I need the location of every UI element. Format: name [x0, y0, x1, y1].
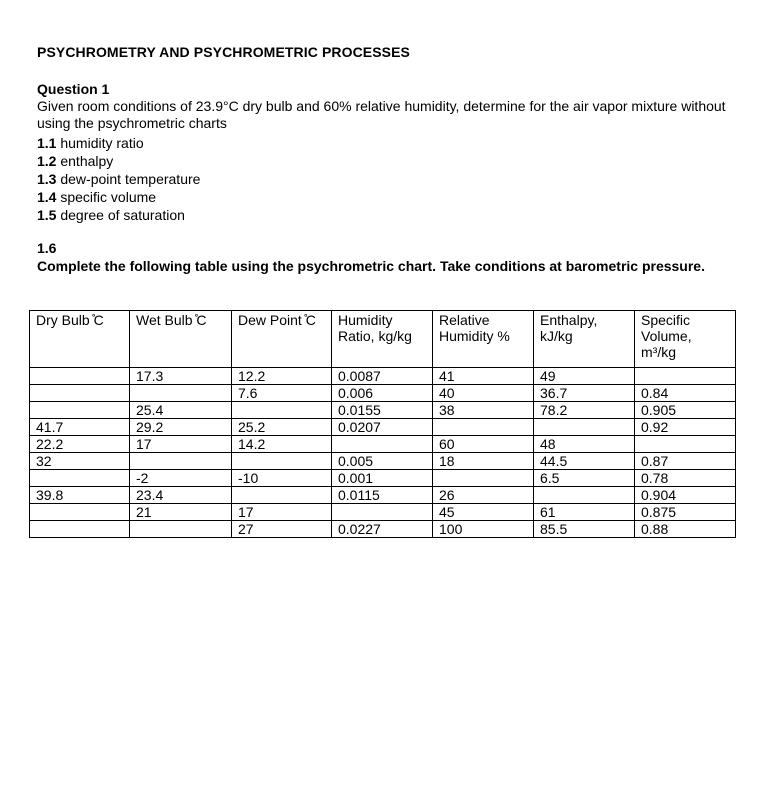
table-cell: 0.905: [635, 402, 736, 419]
table-cell: [130, 385, 232, 402]
question-text: Given room conditions of 23.9°C dry bulb and 60% relative humidity, determine for the air vapor mixture without using the psychrometric charts: [37, 98, 726, 131]
table-cell: 0.005: [332, 453, 433, 470]
table-cell: 0.0155: [332, 402, 433, 419]
table-cell: [30, 385, 130, 402]
table-cell: 26: [433, 487, 534, 504]
table-cell: [635, 368, 736, 385]
table-cell: [433, 470, 534, 487]
table-cell: 36.7: [534, 385, 635, 402]
column-header: [232, 311, 332, 368]
table-cell: [130, 453, 232, 470]
table-cell: [635, 436, 736, 453]
table-cell: 40: [433, 385, 534, 402]
item-number: 1.2: [37, 153, 57, 169]
table-cell: 39.8: [30, 487, 130, 504]
table-row: [30, 487, 736, 504]
table-cell: [534, 419, 635, 436]
table-cell: 25.2: [232, 419, 332, 436]
table-cell: 44.5: [534, 453, 635, 470]
table-cell: 38: [433, 402, 534, 419]
table-cell: [232, 453, 332, 470]
table-cell: 25.4: [130, 402, 232, 419]
table-cell: 21: [130, 504, 232, 521]
table-cell: 0.0115: [332, 487, 433, 504]
question-item: [37, 188, 200, 206]
table-cell: [332, 436, 433, 453]
column-header-line: Enthalpy,: [540, 312, 598, 328]
table-cell: 0.001: [332, 470, 433, 487]
column-header-line: kJ/kg: [540, 328, 573, 344]
table-cell: 49: [534, 368, 635, 385]
table-cell: 17.3: [130, 368, 232, 385]
table-cell: 17: [130, 436, 232, 453]
column-header-line: Volume,: [641, 328, 692, 344]
table-cell: 22.2: [30, 436, 130, 453]
table-cell: 0.88: [635, 521, 736, 538]
table-cell: [30, 504, 130, 521]
table-row: [30, 419, 736, 436]
question-item: [37, 206, 200, 224]
table-cell: 0.904: [635, 487, 736, 504]
table-cell: 32: [30, 453, 130, 470]
table-cell: 14.2: [232, 436, 332, 453]
question-item: [37, 134, 200, 152]
table-row: [30, 368, 736, 385]
table-cell: 17: [232, 504, 332, 521]
table-cell: [30, 470, 130, 487]
table-cell: [433, 419, 534, 436]
table-cell: 85.5: [534, 521, 635, 538]
question-item: [37, 152, 200, 170]
column-header: [433, 311, 534, 368]
table-cell: [30, 368, 130, 385]
column-header-line: Dry Bulb ̊C: [36, 312, 104, 328]
table-row: [30, 453, 736, 470]
table-cell: 7.6: [232, 385, 332, 402]
table-cell: 100: [433, 521, 534, 538]
table-cell: [534, 487, 635, 504]
table-row: [30, 436, 736, 453]
table-cell: 0.006: [332, 385, 433, 402]
table-cell: 41: [433, 368, 534, 385]
table-cell: 60: [433, 436, 534, 453]
column-header: [332, 311, 433, 368]
column-header: [635, 311, 736, 368]
table-cell: 41.7: [30, 419, 130, 436]
table-cell: [232, 487, 332, 504]
table-cell: 0.0087: [332, 368, 433, 385]
table-cell: 6.5: [534, 470, 635, 487]
table-cell: [30, 521, 130, 538]
table-cell: [30, 402, 130, 419]
column-header-line: Humidity %: [439, 328, 510, 344]
question-items: [37, 134, 200, 224]
document-title: PSYCHROMETRY AND PSYCHROMETRIC PROCESSES: [37, 44, 410, 60]
section-instruction: Complete the following table using the psychrometric chart. Take conditions at barometric pressure.: [37, 258, 705, 274]
column-header-line: Relative: [439, 312, 490, 328]
item-number: 1.4: [37, 189, 57, 205]
table-cell: 0.78: [635, 470, 736, 487]
table-cell: 48: [534, 436, 635, 453]
table-row: [30, 504, 736, 521]
table-header-row: [30, 311, 736, 368]
table-cell: [332, 504, 433, 521]
column-header: [30, 311, 130, 368]
item-text: humidity ratio: [60, 135, 144, 151]
column-header-line: Wet Bulb ̊C: [136, 312, 207, 328]
table-row: [30, 385, 736, 402]
table-cell: [232, 402, 332, 419]
table-cell: 27: [232, 521, 332, 538]
column-header-line: Ratio, kg/kg: [338, 328, 412, 344]
table-cell: 12.2: [232, 368, 332, 385]
item-text: enthalpy: [60, 153, 114, 169]
table-cell: 23.4: [130, 487, 232, 504]
item-text: specific volume: [60, 189, 157, 205]
table-row: [30, 470, 736, 487]
table-row: [30, 402, 736, 419]
table-cell: 0.87: [635, 453, 736, 470]
item-text: degree of saturation: [60, 207, 185, 223]
table-cell: [130, 521, 232, 538]
item-text: dew-point temperature: [60, 171, 201, 187]
column-header: [534, 311, 635, 368]
table-cell: 0.84: [635, 385, 736, 402]
table-cell: 18: [433, 453, 534, 470]
question-item: [37, 170, 200, 188]
psychrometric-table: [29, 310, 736, 538]
table-cell: 0.0227: [332, 521, 433, 538]
table-cell: 78.2: [534, 402, 635, 419]
column-header-line: Specific: [641, 312, 691, 328]
table-cell: 0.92: [635, 419, 736, 436]
table-cell: 0.875: [635, 504, 736, 521]
item-number: 1.1: [37, 135, 57, 151]
column-header-line: Humidity: [338, 312, 393, 328]
table-cell: -2: [130, 470, 232, 487]
table-row: [30, 521, 736, 538]
question-heading: Question 1: [37, 81, 110, 97]
column-header: [130, 311, 232, 368]
table-cell: -10: [232, 470, 332, 487]
column-header-line: m³/kg: [641, 344, 676, 360]
item-number: 1.3: [37, 171, 57, 187]
table-cell: 61: [534, 504, 635, 521]
item-number: 1.5: [37, 207, 57, 223]
section-number: 1.6: [37, 240, 57, 256]
table-cell: 0.0207: [332, 419, 433, 436]
table-cell: 45: [433, 504, 534, 521]
table-cell: 29.2: [130, 419, 232, 436]
column-header-line: Dew Point ̊C: [238, 312, 316, 328]
